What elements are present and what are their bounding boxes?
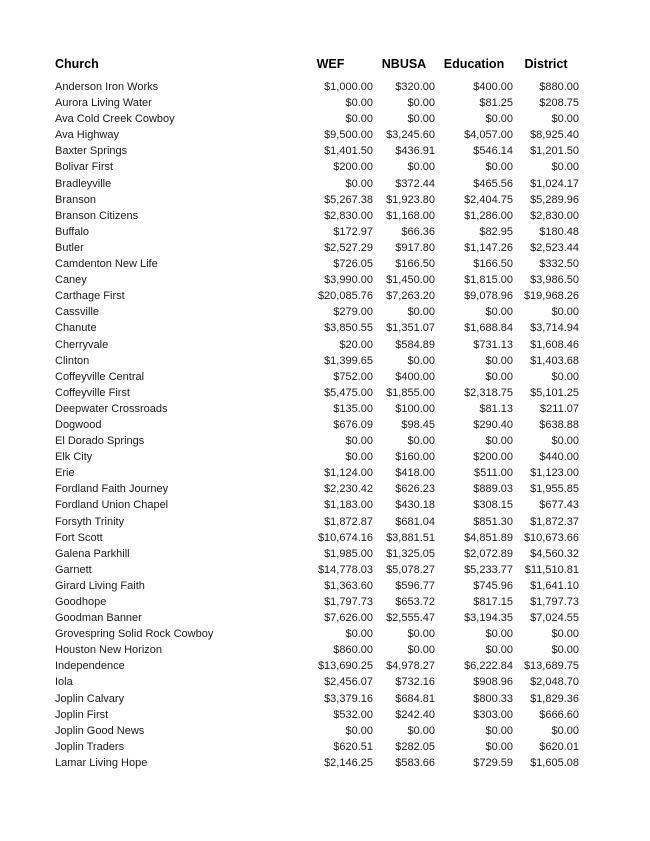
church-name-cell: Joplin Calvary [55, 692, 125, 705]
amount-cell: $0.00 [345, 451, 373, 464]
church-name-cell: Fordland Union Chapel [55, 499, 169, 512]
amount-cell: $0.00 [551, 435, 579, 448]
amount-cell: $908.96 [473, 676, 513, 689]
church-name-cell: Elk City [55, 451, 93, 464]
amount-cell: $10,674.16 [317, 531, 373, 544]
church-name-cell: Houston New Horizon [55, 644, 162, 657]
table-row [55, 497, 579, 513]
church-name-cell: Joplin First [55, 708, 109, 721]
amount-cell: $653.72 [395, 596, 435, 608]
amount-cell: $1,608.46 [530, 338, 579, 351]
amount-cell: $638.88 [539, 418, 579, 431]
table-body [55, 79, 579, 771]
amount-cell: $10,673.66 [523, 531, 579, 544]
header-row [55, 57, 579, 79]
amount-cell: $0.00 [345, 113, 373, 126]
amount-cell: $0.00 [485, 306, 513, 319]
church-name-cell: Grovespring Solid Rock Cowboy [55, 628, 214, 641]
amount-cell: $0.00 [485, 435, 513, 448]
amount-cell: $0.00 [407, 724, 435, 737]
amount-cell: $430.18 [395, 499, 435, 512]
table-row [55, 240, 579, 256]
table-row [55, 304, 579, 320]
amount-cell: $1,286.00 [464, 209, 513, 222]
amount-cell: $2,072.89 [464, 547, 513, 560]
amount-cell: $2,146.25 [324, 756, 373, 769]
table-row [55, 176, 579, 192]
amount-cell: $418.00 [395, 467, 435, 480]
table-row [55, 353, 579, 369]
amount-cell: $2,456.07 [324, 676, 373, 689]
church-name-cell: Cherryvale [55, 338, 109, 351]
table-row [55, 594, 579, 610]
amount-cell: $4,978.27 [386, 660, 435, 673]
amount-cell: $1,325.05 [386, 547, 435, 560]
amount-cell: $0.00 [345, 435, 373, 448]
amount-cell: $620.01 [539, 740, 579, 753]
amount-cell: $0.00 [407, 161, 435, 174]
table-row [55, 481, 579, 497]
amount-cell: $166.50 [473, 258, 513, 271]
amount-cell: $290.40 [473, 418, 513, 431]
amount-cell: $3,990.00 [324, 274, 373, 287]
amount-cell: $4,560.32 [530, 547, 579, 560]
amount-cell: $13,690.25 [317, 660, 373, 673]
amount-cell: $620.51 [333, 740, 373, 753]
amount-cell: $2,830.00 [530, 209, 579, 222]
amount-cell: $0.00 [407, 435, 435, 448]
church-name-cell: Erie [55, 467, 75, 480]
amount-cell: $800.33 [473, 692, 513, 705]
table-row [55, 417, 579, 433]
table-row [55, 674, 579, 690]
church-name-cell: Girard Living Faith [55, 579, 145, 592]
church-name-cell: Goodman Banner [55, 612, 142, 625]
church-name-cell: Ava Highway [55, 129, 119, 142]
table-row [55, 79, 579, 95]
table-row [55, 546, 579, 562]
amount-cell: $1,855.00 [386, 386, 435, 399]
amount-cell: $11,510.81 [524, 563, 579, 576]
table-row [55, 723, 579, 739]
amount-cell: $729.59 [473, 756, 513, 769]
church-name-cell: Butler [55, 241, 84, 254]
amount-cell: $98.45 [401, 418, 435, 431]
church-name-cell: Caney [55, 274, 87, 287]
amount-cell: $1,450.00 [386, 274, 435, 287]
table-row [55, 208, 579, 224]
church-name-cell: Clinton [55, 354, 90, 367]
amount-cell: $5,289.96 [530, 193, 579, 206]
amount-cell: $0.00 [551, 370, 579, 383]
amount-cell: $308.15 [473, 499, 513, 512]
amount-cell: $2,555.47 [386, 612, 435, 625]
table-row [55, 626, 579, 642]
church-name-cell: Coffeyville First [55, 386, 130, 399]
amount-cell: $731.13 [473, 338, 513, 351]
amount-cell: $2,230.42 [324, 483, 373, 496]
amount-cell: $1,351.07 [386, 322, 435, 335]
amount-cell: $1,985.00 [324, 547, 373, 560]
amount-cell: $0.00 [485, 161, 513, 174]
amount-cell: $726.05 [333, 258, 373, 271]
amount-cell: $5,233.77 [464, 563, 513, 576]
amount-cell: $0.00 [485, 644, 513, 657]
amount-cell: $5,475.00 [324, 386, 373, 399]
amount-cell: $7,626.00 [324, 612, 373, 625]
table-row [55, 433, 579, 449]
amount-cell: $6,222.84 [464, 660, 513, 673]
table-row [55, 562, 579, 578]
church-name-cell: Independence [55, 660, 125, 673]
amount-cell: $3,714.94 [530, 322, 579, 335]
amount-cell: $0.00 [407, 354, 435, 367]
amount-cell: $8,925.40 [530, 129, 579, 142]
amount-cell: $160.00 [395, 451, 435, 464]
amount-cell: $880.00 [539, 81, 579, 93]
amount-cell: $677.43 [539, 499, 579, 512]
church-name-cell: Chanute [55, 322, 97, 335]
amount-cell: $860.00 [333, 644, 373, 657]
table-row [55, 256, 579, 272]
amount-cell: $9,078.96 [464, 290, 513, 303]
church-name-cell: Ava Cold Creek Cowboy [55, 113, 175, 126]
amount-cell: $180.48 [539, 225, 579, 238]
table-row [55, 401, 579, 417]
amount-cell: $320.00 [395, 81, 435, 93]
amount-cell: $1,183.00 [324, 499, 373, 512]
amount-cell: $4,057.00 [464, 129, 513, 142]
amount-cell: $0.00 [407, 97, 435, 110]
amount-cell: $584.89 [395, 338, 435, 351]
church-name-cell: Garnett [55, 563, 92, 576]
amount-cell: $0.00 [485, 113, 513, 126]
amount-cell: $1,641.10 [530, 579, 579, 592]
amount-cell: $166.50 [395, 258, 435, 271]
amount-cell: $917.80 [395, 241, 435, 254]
church-name-cell: Lamar Living Hope [55, 756, 148, 769]
table-row [55, 707, 579, 723]
amount-cell: $0.00 [345, 628, 373, 641]
amount-cell: $1,024.17 [530, 177, 579, 190]
amount-cell: $2,404.75 [464, 193, 513, 206]
amount-cell: $0.00 [551, 113, 579, 126]
column-header-education: Education [443, 57, 505, 71]
amount-cell: $0.00 [485, 724, 513, 737]
church-name-cell: Branson [55, 193, 96, 206]
amount-cell: $332.50 [539, 258, 579, 271]
church-name-cell: Deepwater Crossroads [55, 402, 168, 415]
amount-cell: $242.40 [395, 708, 435, 721]
amount-cell: $2,048.70 [530, 676, 579, 689]
amount-cell: $13,689.75 [523, 660, 579, 673]
amount-cell: $400.00 [395, 370, 435, 383]
amount-cell: $666.60 [539, 708, 579, 721]
table-row [55, 143, 579, 159]
amount-cell: $4,851.89 [464, 531, 513, 544]
amount-cell: $20,085.76 [317, 290, 373, 303]
church-name-cell: Aurora Living Water [55, 97, 152, 110]
amount-cell: $0.00 [407, 306, 435, 319]
amount-cell: $0.00 [407, 628, 435, 641]
amount-cell: $681.04 [395, 515, 435, 528]
table-row [55, 111, 579, 127]
amount-cell: $1,168.00 [386, 209, 435, 222]
amount-cell: $436.91 [395, 145, 435, 158]
amount-cell: $172.97 [333, 225, 373, 238]
amount-cell: $66.36 [401, 225, 435, 238]
column-header-wef: WEF [316, 57, 345, 71]
table-row [55, 658, 579, 674]
church-name-cell: Fordland Faith Journey [55, 483, 169, 496]
amount-cell: $2,523.44 [530, 241, 579, 254]
amount-cell: $546.14 [473, 145, 513, 158]
amount-cell: $1,363.60 [324, 579, 373, 592]
amount-cell: $752.00 [333, 370, 373, 383]
amount-cell: $583.66 [395, 756, 435, 769]
amount-cell: $200.00 [473, 451, 513, 464]
amount-cell: $1,829.36 [530, 692, 579, 705]
church-name-cell: Galena Parkhill [55, 547, 130, 560]
amount-cell: $282.05 [395, 740, 435, 753]
church-name-cell: Bolivar First [55, 161, 114, 174]
amount-cell: $1,923.80 [386, 193, 435, 206]
table-row [55, 610, 579, 626]
amount-cell: $303.00 [473, 708, 513, 721]
amount-cell: $745.96 [473, 579, 513, 592]
church-name-cell: Baxter Springs [55, 145, 128, 158]
table-row [55, 530, 579, 546]
amount-cell: $1,399.65 [324, 354, 373, 367]
table-row [55, 465, 579, 481]
table-row [55, 288, 579, 304]
amount-cell: $1,797.73 [324, 596, 373, 608]
church-name-cell: Dogwood [55, 418, 102, 431]
church-name-cell: Branson Citizens [55, 209, 139, 222]
table-row [55, 578, 579, 594]
amount-cell: $200.00 [333, 161, 373, 174]
church-name-cell: Anderson Iron Works [55, 81, 159, 93]
amount-cell: $211.07 [540, 402, 579, 415]
amount-cell: $817.15 [473, 596, 513, 608]
amount-cell: $732.16 [395, 676, 435, 689]
table-row [55, 691, 579, 707]
table-row [55, 739, 579, 755]
amount-cell: $372.44 [395, 177, 435, 190]
amount-cell: $3,850.55 [324, 322, 373, 335]
amount-cell: $81.25 [479, 97, 513, 110]
amount-cell: $7,024.55 [530, 612, 579, 625]
amount-cell: $20.00 [339, 338, 373, 351]
amount-cell: $19,968.26 [523, 290, 579, 303]
amount-cell: $532.00 [333, 708, 373, 721]
church-name-cell: Buffalo [55, 225, 90, 238]
amount-cell: $851.30 [473, 515, 513, 528]
church-name-cell: El Dorado Springs [55, 435, 145, 448]
amount-cell: $2,318.75 [464, 386, 513, 399]
amount-cell: $7,263.20 [386, 290, 435, 303]
amount-cell: $1,124.00 [324, 467, 373, 480]
amount-cell: $100.00 [395, 402, 435, 415]
amount-cell: $1,000.00 [324, 81, 373, 93]
amount-cell: $0.00 [551, 306, 579, 319]
table-row [55, 514, 579, 530]
amount-cell: $3,194.35 [464, 612, 513, 625]
amount-cell: $0.00 [485, 354, 513, 367]
church-name-cell: Joplin Good News [55, 724, 145, 737]
amount-cell: $5,267.38 [324, 193, 373, 206]
amount-cell: $3,881.51 [386, 531, 435, 544]
amount-cell: $135.00 [333, 402, 373, 415]
amount-cell: $0.00 [407, 644, 435, 657]
table-row [55, 272, 579, 288]
amount-cell: $0.00 [345, 177, 373, 190]
column-header-district: District [524, 57, 568, 71]
church-name-cell: Bradleyville [55, 177, 112, 190]
amount-cell: $0.00 [407, 113, 435, 126]
column-header-nbusa: NBUSA [381, 57, 427, 71]
amount-cell: $2,830.00 [324, 209, 373, 222]
amount-cell: $1,147.26 [464, 241, 513, 254]
table-row [55, 449, 579, 465]
amount-cell: $0.00 [485, 370, 513, 383]
church-name-cell: Forsyth Trinity [55, 515, 125, 528]
amount-cell: $9,500.00 [324, 129, 373, 142]
table-row [55, 642, 579, 658]
amount-cell: $1,605.08 [530, 756, 579, 769]
amount-cell: $1,797.73 [530, 596, 579, 608]
amount-cell: $1,872.37 [530, 515, 579, 528]
amount-cell: $0.00 [485, 740, 513, 753]
amount-cell: $1,201.50 [530, 145, 579, 158]
amount-cell: $3,379.16 [324, 692, 373, 705]
amount-cell: $400.00 [473, 81, 513, 93]
amount-cell: $1,815.00 [464, 274, 513, 287]
table-row [55, 755, 579, 771]
church-name-cell: Joplin Traders [55, 740, 125, 753]
church-name-cell: Cassville [55, 306, 100, 319]
table-row [55, 337, 579, 353]
amount-cell: $1,955.85 [530, 483, 579, 496]
amount-cell: $440.00 [539, 451, 579, 464]
table-row [55, 369, 579, 385]
amount-cell: $0.00 [551, 161, 579, 174]
amount-cell: $1,401.50 [324, 145, 373, 158]
table-row [55, 95, 579, 111]
amount-cell: $279.00 [333, 306, 373, 319]
amount-cell: $676.09 [333, 418, 373, 431]
amount-cell: $0.00 [551, 724, 579, 737]
church-name-cell: Carthage First [55, 290, 125, 303]
amount-cell: $596.77 [395, 579, 435, 592]
amount-cell: $81.13 [479, 402, 513, 415]
church-name-cell: Goodhope [55, 596, 107, 608]
table-row [55, 192, 579, 208]
amount-cell: $14,778.03 [317, 563, 373, 576]
church-name-cell: Fort Scott [55, 531, 103, 544]
amount-cell: $1,872.87 [324, 515, 373, 528]
church-name-cell: Iola [55, 676, 73, 689]
table-row [55, 224, 579, 240]
amount-cell: $2,527.29 [324, 241, 373, 254]
amount-cell: $511.00 [474, 467, 513, 480]
amount-cell: $3,245.60 [386, 129, 435, 142]
amount-cell: $889.03 [473, 483, 513, 496]
church-contributions-table [55, 57, 579, 771]
amount-cell: $465.56 [473, 177, 513, 190]
amount-cell: $82.95 [479, 225, 513, 238]
amount-cell: $0.00 [551, 644, 579, 657]
church-name-cell: Coffeyville Central [55, 370, 145, 383]
amount-cell: $208.75 [539, 97, 579, 110]
amount-cell: $0.00 [345, 724, 373, 737]
amount-cell: $1,688.84 [464, 322, 513, 335]
amount-cell: $0.00 [551, 628, 579, 641]
amount-cell: $684.81 [395, 692, 435, 705]
amount-cell: $626.23 [395, 483, 435, 496]
amount-cell: $0.00 [485, 628, 513, 641]
column-header-church: Church [55, 57, 99, 71]
amount-cell: $1,123.00 [530, 467, 579, 480]
amount-cell: $0.00 [345, 97, 373, 110]
amount-cell: $1,403.68 [530, 354, 579, 367]
church-name-cell: Camdenton New Life [55, 258, 158, 271]
amount-cell: $5,078.27 [386, 563, 435, 576]
amount-cell: $5,101.25 [530, 386, 579, 399]
table-row [55, 127, 579, 143]
table-row [55, 320, 579, 336]
table-row [55, 385, 579, 401]
amount-cell: $3,986.50 [530, 274, 579, 287]
table-row [55, 159, 579, 175]
